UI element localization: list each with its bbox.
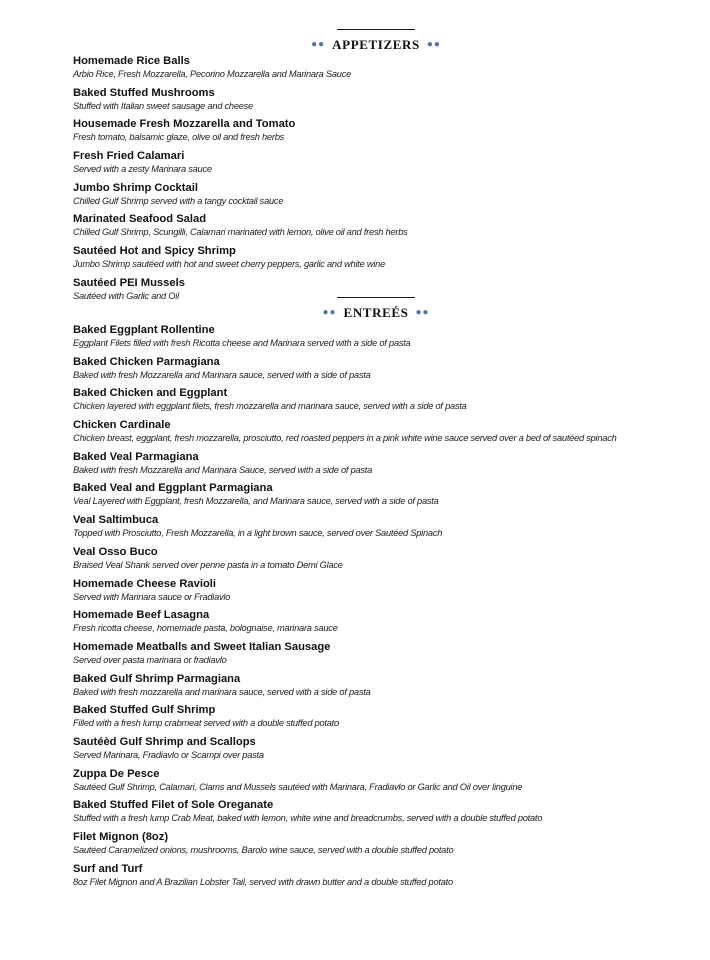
menu-item-name: Baked Stuffed Mushrooms [73, 86, 215, 99]
menu-item-name: Baked Gulf Shrimp Parmagiana [73, 672, 241, 685]
menu-item-name: Chicken Cardinale [73, 419, 171, 432]
menu-item-name: Homemade Meatballs and Sweet Italian Sausage [73, 640, 331, 653]
menu-item [73, 149, 703, 181]
menu-item [73, 355, 703, 387]
menu-item-description: Served with Marinara sauce or Fradiavlo [73, 591, 231, 602]
menu-item-description: Chilled Gulf Shrimp served with a tangy cocktail sauce [73, 195, 284, 206]
menu-item-description: Baked with fresh Mozzarella and Marinara Sauce, served with a side of pasta [73, 464, 373, 475]
menu-item-description: Served with a zesty Marinara sauce [73, 164, 212, 175]
menu-item-description: Arbio Rice, Fresh Mozzarella, Pecorino Mozzarella and Marinara Sauce [73, 69, 352, 79]
menu-item-description: Topped with Prosciutto, Fresh Mozzarella, in a light brown sauce, served over Sautéed Spinach [73, 528, 443, 539]
heading-rule [337, 297, 415, 298]
menu-item [73, 181, 703, 213]
entrees-heading [0, 297, 710, 321]
double-dot-icon: ●● [322, 307, 337, 318]
menu-item-description: Sautéed Gulf Shrimp, Calamari, Clams and Mussels sautéed with Marinara, Fradiavlo or Garlic and Oil over linguine [73, 781, 523, 792]
menu-item [73, 54, 703, 86]
menu-item-description: 8oz Filet Mignon and A Brazilian Lobster Tail, served with drawn butter and a double stuffed potato [73, 876, 453, 887]
menu-item-name: Jumbo Shrimp Cocktail [73, 181, 198, 194]
menu-item-description: Eggplant Filets filled with fresh Ricotta cheese and Marinara served with a side of pasta [73, 338, 411, 348]
menu-item-description: Chicken breast, eggplant, fresh mozzarella, prosciutto, red roasted peppers in a pink white wine sauce served over a bed of sautéed spinach [73, 433, 617, 444]
menu-item-name: Sautéed PEI Mussels [73, 276, 185, 289]
menu-item [73, 577, 703, 609]
menu-item-description: Chicken layered with eggplant filets, fresh mozzarella and marinara sauce, served with a side of pasta [73, 401, 467, 412]
menu-item [73, 323, 703, 355]
menu-item-name: Baked Chicken Parmagiana [73, 355, 220, 368]
menu-item-name: Baked Chicken and Eggplant [73, 387, 228, 400]
appetizers-heading [0, 29, 710, 53]
entrees-title-row [322, 305, 429, 321]
menu-item-description: Baked with fresh mozzarella and marinara sauce, served with a side of pasta [73, 686, 371, 697]
menu-item [73, 386, 703, 418]
menu-item-description: Fresh ricotta cheese, homemade pasta, bolognaise, marinara sauce [73, 623, 338, 634]
menu-item-description: Stuffed with Italian sweet sausage and cheese [73, 100, 253, 111]
menu-item [73, 117, 703, 149]
menu-item-name: Fresh Fried Calamari [73, 150, 185, 163]
menu-item-description: Baked with fresh Mozzarella and Marinara sauce, served with a side of pasta [73, 369, 371, 380]
menu-item-name: Baked Stuffed Gulf Shrimp [73, 704, 216, 717]
menu-item [73, 798, 703, 830]
menu-item-name: Veal Osso Buco [73, 545, 158, 558]
entrees-title: ENTREÉS [343, 305, 409, 320]
menu-item-name: Veal Saltimbuca [73, 514, 159, 527]
menu-item-name: Marinated Seafood Salad [73, 213, 207, 226]
appetizers-title-row [311, 37, 441, 53]
menu-item-description: Braised Veal Shank served over penne pasta in a tomato Demi Glace [73, 559, 343, 570]
menu-item [73, 244, 703, 276]
menu-item [73, 640, 703, 672]
menu-item-description: Stuffed with a fresh lump Crab Meat, baked with lemon, white wine and breadcrumbs, served with a double stuffed potato [73, 813, 543, 824]
menu-item-description: Served Marinara, Fradiavlo or Scampi over pasta [73, 749, 264, 760]
menu-item-name: Zuppa De Pesce [73, 767, 160, 780]
menu-item [73, 545, 703, 577]
appetizers-list [73, 54, 703, 308]
menu-item [73, 450, 703, 482]
menu-item-name: Baked Stuffed Filet of Sole Oreganate [73, 799, 274, 812]
heading-rule [337, 29, 415, 30]
double-dot-icon: ●● [311, 39, 326, 50]
menu-item-description: Fresh tomato, balsamic glaze, olive oil and fresh herbs [73, 132, 285, 143]
menu-item-name: Sautéèd Gulf Shrimp and Scallops [73, 735, 256, 748]
menu-item-description: Filled with a fresh lump crabmeat served with a double stuffed potato [73, 718, 339, 729]
menu-item-name: Housemade Fresh Mozzarella and Tomato [73, 118, 296, 131]
menu-item [73, 608, 703, 640]
menu-item-name: Homemade Cheese Ravioli [73, 577, 217, 590]
menu-item [73, 513, 703, 545]
menu-item-name: Filet Mignon (8oz) [73, 831, 169, 843]
menu-item-name: Surf and Turf [73, 862, 143, 875]
menu-item [73, 703, 703, 735]
menu-item [73, 767, 703, 799]
menu-item-description: Sautéed with Garlic and Oil [73, 290, 179, 301]
entrees-list [73, 323, 703, 893]
menu-item [73, 672, 703, 704]
menu-item-description: Sautéed Caramelized onions, mushrooms, Barolo wine sauce, served with a double stuffed potato [73, 845, 454, 855]
menu-item [73, 418, 703, 450]
menu-item-description: Chilled Gulf Shrimp, Scungilli, Calamari marinated with lemon, olive oil and fresh herbs [73, 227, 408, 238]
menu-item [73, 212, 703, 244]
menu-item-name: Homemade Rice Balls [73, 55, 190, 67]
menu-item-name: Sautéed Hot and Spicy Shrimp [73, 245, 236, 258]
menu-item-description: Veal Layered with Eggplant, fresh Mozzarella, and Marinara sauce, served with a side of pasta [73, 496, 439, 507]
double-dot-icon: ●● [426, 39, 441, 50]
menu-item [73, 862, 703, 894]
appetizers-title: APPETIZERS [332, 37, 420, 52]
menu-item-name: Baked Eggplant Rollentine [73, 324, 215, 336]
menu-item-name: Baked Veal and Eggplant Parmagiana [73, 482, 273, 495]
menu-item [73, 86, 703, 118]
menu-item-description: Served over pasta marinara or fradiavlo [73, 654, 227, 665]
menu-item [73, 481, 703, 513]
menu-item-name: Baked Veal Parmagiana [73, 450, 199, 463]
menu-item-name: Homemade Beef Lasagna [73, 609, 210, 622]
double-dot-icon: ●● [415, 307, 430, 318]
menu-item [73, 830, 703, 862]
menu-item [73, 735, 703, 767]
menu-item-description: Jumbo Shrimp sautéed with hot and sweet cherry peppers, garlic and white wine [73, 259, 385, 270]
